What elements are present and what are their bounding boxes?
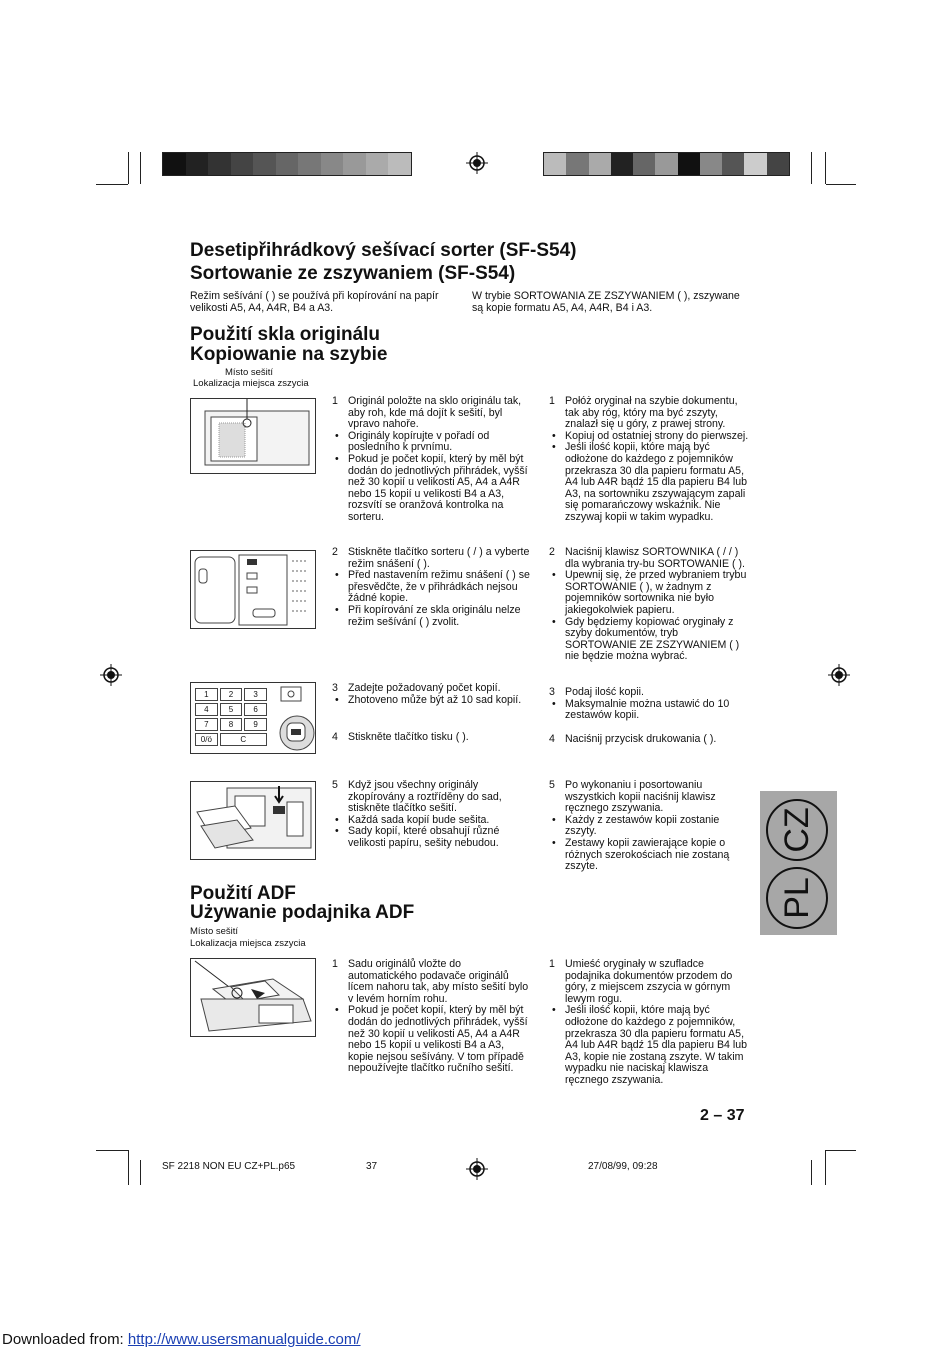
key-5: 5 xyxy=(220,703,243,716)
keypad-illustration xyxy=(190,682,316,754)
crop-mark xyxy=(825,152,826,184)
key-4: 4 xyxy=(195,703,218,716)
step-text: Když jsou všechny originály zkopírovány a roztříděny do sad, stiskněte tlačítko sešití. xyxy=(348,779,502,815)
list-item: • Każdy z zestawów kopii zostanie zszyty. xyxy=(552,813,720,838)
staple-label-cz: Místo sešití xyxy=(190,926,239,937)
crop-mark xyxy=(96,1150,128,1151)
page-title-cz: Desetipřihrádkový sešívací sorter (SF-S54) xyxy=(190,240,577,261)
step-text: Po wykonaniu i posortowaniu wszystkich kopii naciśnij klawisz ręcznego zszywania. xyxy=(565,779,716,815)
list-item: • Gdy będziemy kopiować oryginały z szyby dokumentów, tryb SORTOWANIE ZE ZSZYWANIEM ( ) nie będzie można wybrać. xyxy=(552,615,740,663)
list-item: • Originály kopírujte v pořadí od posledního k prvnímu. xyxy=(335,429,490,454)
step-text: Umieść oryginały w szufladce podajnika dokumentów przodem do góry, z miejscem zszycia w górnym lewym rogu. xyxy=(565,958,733,1005)
color-bar-left xyxy=(162,152,412,176)
download-line xyxy=(2,1331,361,1348)
registration-mark-icon xyxy=(466,152,488,174)
intro-pl: W trybie SORTOWANIA ZE ZSZYWANIEM ( ), zszywane są kopie formatu A5, A4, A4R, B4 i A3. xyxy=(472,290,740,314)
step-text: Stiskněte tlačítko sorteru ( / ) a vyberte režim snášení ( ). xyxy=(348,546,530,570)
tab-cz: CZ xyxy=(766,799,828,861)
crop-mark xyxy=(128,152,129,184)
crop-mark xyxy=(825,1150,826,1185)
list-item: • Před nastavením režimu snášení ( ) se přesvědčte, že v přihrádkách nejsou žádné kopie. xyxy=(335,569,530,605)
crop-mark xyxy=(128,1150,129,1185)
list-item: • Kopiuj od ostatniej strony do pierwszej. xyxy=(552,429,749,442)
crop-mark xyxy=(826,184,856,185)
section-heading-adf-cz: Použití ADF xyxy=(190,883,296,904)
step-text: Originál položte na sklo originálu tak, aby roh, kde má dojít k sešití, byl vpravo nahoře. xyxy=(348,395,522,431)
key-1: 1 xyxy=(195,688,218,701)
list-item: • Každá sada kopií bude sešita. xyxy=(335,813,490,826)
registration-mark-icon xyxy=(828,664,850,686)
staple-label-cz: Místo sešití xyxy=(225,367,274,378)
list-item: • Pokud je počet kopií, který by měl být dodán do jednotlivých přihrádek, vyšší než 30 kopií u velikosti A5, A4 a A4R nebo 15 kopií u velikosti B4 a A3, kopie nejsou sešívány. V tom případě nepoužívejte tlačítko ručního sešití. xyxy=(335,1004,528,1075)
key-7: 7 xyxy=(195,718,218,731)
key-0: 0/ö xyxy=(195,733,218,746)
list-item: • Jeśli ilość kopii, które mają być odłożone do każdego z pojemników przekrasza 30 dla papieru formatu A5, A4 lub A4R bądź 15 dla papieru B4 lub A3, na sortowniku zszywającym zapali się pomarańczowy wskaźnik. Nie zszywaj kopii w takim wypadku. xyxy=(552,441,747,523)
registration-mark-icon xyxy=(466,1158,488,1180)
list-item: • Maksymalnie można ustawić do 10 zestawów kopii. xyxy=(552,697,730,722)
list-item: • Jeśli ilość kopii, które mają być odłożone do każdego z pojemników, przekrasza 30 dla papieru formatu A5, A4 lub A4R bądź 15 dla papieru B4 lub A3, kopie nie zostaną zszyte. W takim wypadku nie naciskaj klawisza ręcznego zszywania. xyxy=(552,1004,747,1086)
staple-label-pl: Lokalizacja miejsca zszycia xyxy=(193,378,309,389)
crop-mark xyxy=(811,1160,812,1185)
list-item: • Upewnij się, że przed wybraniem trybu SORTOWANIE ( ), w żadnym z pojemników sortownika nie było jakiegokolwiek papieru. xyxy=(552,569,747,616)
staple-label-pl: Lokalizacja miejsca zszycia xyxy=(190,938,306,949)
page-number: 2 – 37 xyxy=(700,1107,745,1124)
crop-mark xyxy=(96,184,128,185)
key-3: 3 xyxy=(244,688,267,701)
step-text: Sadu originálů vložte do automatického podavače originálů lícem nahoru tak, aby místo sešití bylo v levém horním rohu. xyxy=(348,958,529,1005)
footer-page: 37 xyxy=(366,1161,378,1172)
step-text: Naciśnij klawisz SORTOWNIKA ( / / ) dla wybrania try-bu SORTOWANIE ( ). xyxy=(565,546,745,570)
color-bar-right xyxy=(543,152,790,176)
step-text: Stiskněte tlačítko tisku ( ). xyxy=(348,731,469,743)
crop-mark xyxy=(811,152,812,184)
download-label: Downloaded from: xyxy=(2,1331,124,1348)
list-item: • Při kopírování ze skla originálu nelze režim sešívání ( ) zvolit. xyxy=(335,603,521,628)
document-glass-illustration xyxy=(190,398,316,474)
key-8: 8 xyxy=(220,718,243,731)
step-text: Podaj ilość kopii. xyxy=(565,686,644,698)
download-link[interactable]: http://www.usersmanualguide.com/ xyxy=(127,1331,361,1348)
page-title-pl: Sortowanie ze zszywaniem (SF-S54) xyxy=(190,263,516,284)
crop-mark xyxy=(140,1160,141,1185)
step-text: Zadejte požadovaný počet kopií. xyxy=(348,682,501,694)
key-2: 2 xyxy=(220,688,243,701)
crop-mark xyxy=(826,1150,856,1151)
list-item: • Pokud je počet kopií, který by měl být dodán do jednotlivých přihrádek, vyšší než 30 kopií u velikosti A5, A4 a A4R nebo 15 kopií u velikosti B4 a A3, rozsvítí se oranžová kontrolka na sorteru. xyxy=(335,452,528,523)
stapler-illustration xyxy=(190,781,316,860)
list-item: • Zhotoveno může být až 10 sad kopií. xyxy=(335,693,522,706)
crop-mark xyxy=(140,152,141,184)
registration-mark-icon xyxy=(100,664,122,686)
key-6: 6 xyxy=(244,703,267,716)
footer-date: 27/08/99, 09:28 xyxy=(588,1161,658,1172)
key-9: 9 xyxy=(244,718,267,731)
step-text: Naciśnij przycisk drukowania ( ). xyxy=(565,733,717,745)
step-text: Połóż oryginał na szybie dokumentu, tak aby róg, który ma być zszyty, znalazł się u góry, z prawej strony. xyxy=(565,395,738,431)
section-heading-pl: Kopiowanie na szybie xyxy=(190,344,388,365)
section-heading-adf-pl: Używanie podajnika ADF xyxy=(190,902,415,923)
key-clear: C xyxy=(220,733,267,746)
section-heading-cz: Použití skla originálu xyxy=(190,324,381,345)
list-item: • Zestawy kopii zawierające kopie o różnych szerokościach nie zostaną zszyte. xyxy=(552,836,730,873)
sorter-panel-illustration xyxy=(190,550,316,629)
list-item: • Sady kopií, které obsahují různé velikosti papíru, sešity nebudou. xyxy=(335,825,500,849)
intro-cz: Režim sešívání ( ) se používá při kopírování na papír velikosti A5, A4, A4R, B4 a A3. xyxy=(190,290,439,314)
footer-filename: SF 2218 NON EU CZ+PL.p65 xyxy=(162,1161,296,1172)
tab-pl: PL xyxy=(766,867,828,929)
adf-illustration xyxy=(190,958,316,1037)
language-tab xyxy=(760,791,837,935)
